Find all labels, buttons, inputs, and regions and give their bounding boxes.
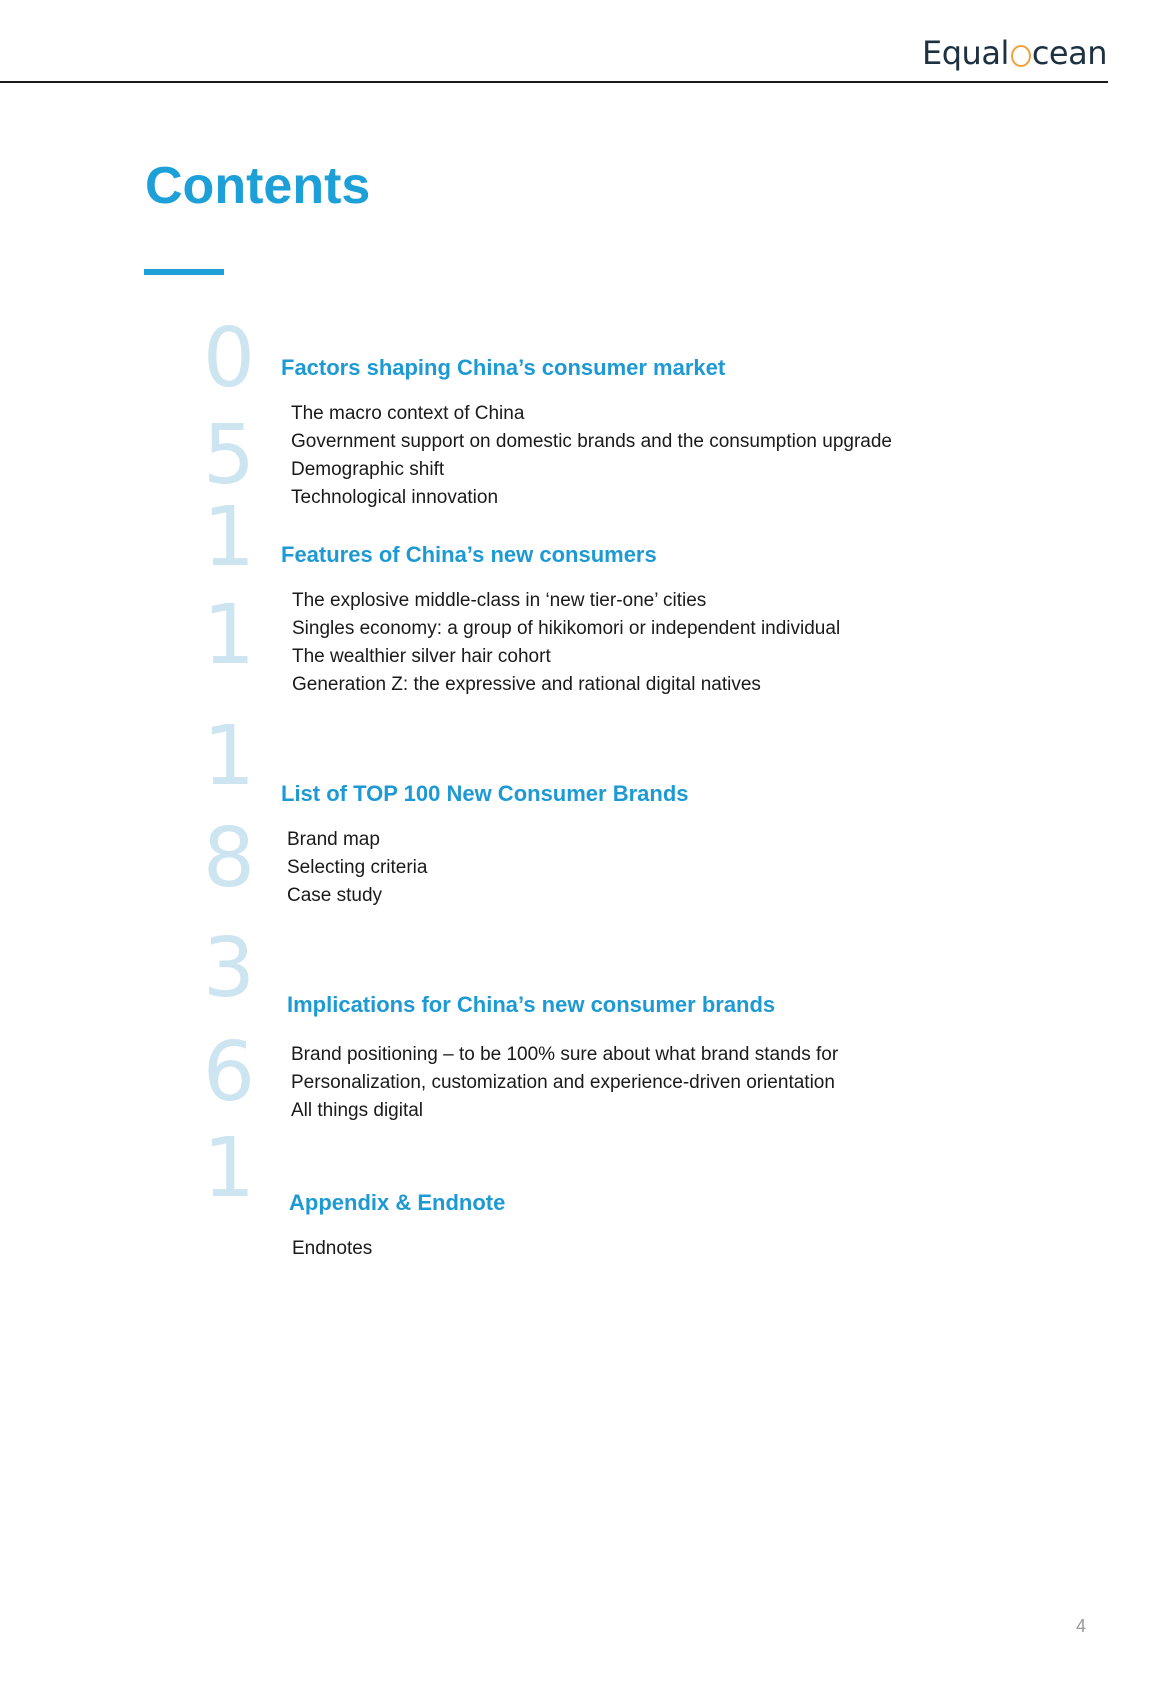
list-item[interactable]: Singles economy: a group of hikikomori or independent individual bbox=[292, 618, 841, 639]
page-title: Contents bbox=[145, 157, 371, 215]
equalocean-logo bbox=[922, 34, 1107, 72]
section-title[interactable]: Appendix & Endnote bbox=[289, 1190, 506, 1215]
list-item[interactable]: All things digital bbox=[291, 1100, 424, 1121]
page-number-digit: 1 bbox=[202, 490, 256, 585]
section-item-list bbox=[291, 400, 892, 512]
list-item[interactable]: Selecting criteria bbox=[287, 857, 428, 878]
header-divider bbox=[0, 81, 1108, 83]
page-number-digit: 5 bbox=[202, 408, 256, 503]
section-title[interactable]: Features of China’s new consumers bbox=[281, 542, 657, 567]
list-item[interactable]: Technological innovation bbox=[291, 487, 499, 508]
logo-text-end: cean bbox=[1031, 34, 1107, 72]
page-number-digit: 6 bbox=[202, 1025, 256, 1120]
page-number-digit: 1 bbox=[202, 1121, 256, 1216]
page-number-digit: 0 bbox=[202, 311, 256, 406]
list-item[interactable]: Government support on domestic brands and the consumption upgrade bbox=[291, 431, 892, 452]
page-number-digit: 1 bbox=[202, 588, 256, 683]
logo-ring-icon bbox=[1011, 45, 1031, 67]
page-number-digit: 1 bbox=[202, 709, 256, 804]
logo-text-start: Equal bbox=[922, 34, 1009, 72]
page-number: 4 bbox=[1076, 1616, 1087, 1636]
title-underline bbox=[144, 269, 224, 275]
list-item[interactable]: Generation Z: the expressive and rational digital natives bbox=[292, 674, 761, 695]
list-item[interactable]: Endnotes bbox=[292, 1238, 373, 1259]
section-item-list bbox=[292, 1235, 372, 1263]
section-item-list bbox=[292, 587, 840, 699]
list-item[interactable]: Personalization, customization and experience-driven orientation bbox=[291, 1072, 835, 1093]
list-item[interactable]: The macro context of China bbox=[291, 403, 525, 424]
list-item[interactable]: The explosive middle-class in ‘new tier-one’ cities bbox=[292, 590, 707, 611]
list-item[interactable]: Case study bbox=[287, 885, 383, 906]
section-title[interactable]: List of TOP 100 New Consumer Brands bbox=[281, 781, 689, 806]
section-title[interactable]: Implications for China’s new consumer brands bbox=[287, 992, 776, 1017]
list-item[interactable]: The wealthier silver hair cohort bbox=[292, 646, 551, 667]
list-item[interactable]: Demographic shift bbox=[291, 459, 445, 480]
section-item-list bbox=[287, 826, 427, 910]
page-number-digit: 8 bbox=[202, 811, 256, 906]
section-title[interactable]: Factors shaping China’s consumer market bbox=[281, 355, 726, 380]
page-number-digit: 3 bbox=[202, 921, 256, 1016]
section-item-list bbox=[291, 1041, 838, 1125]
list-item[interactable]: Brand map bbox=[287, 829, 380, 850]
list-item[interactable]: Brand positioning – to be 100% sure about what brand stands for bbox=[291, 1044, 839, 1065]
